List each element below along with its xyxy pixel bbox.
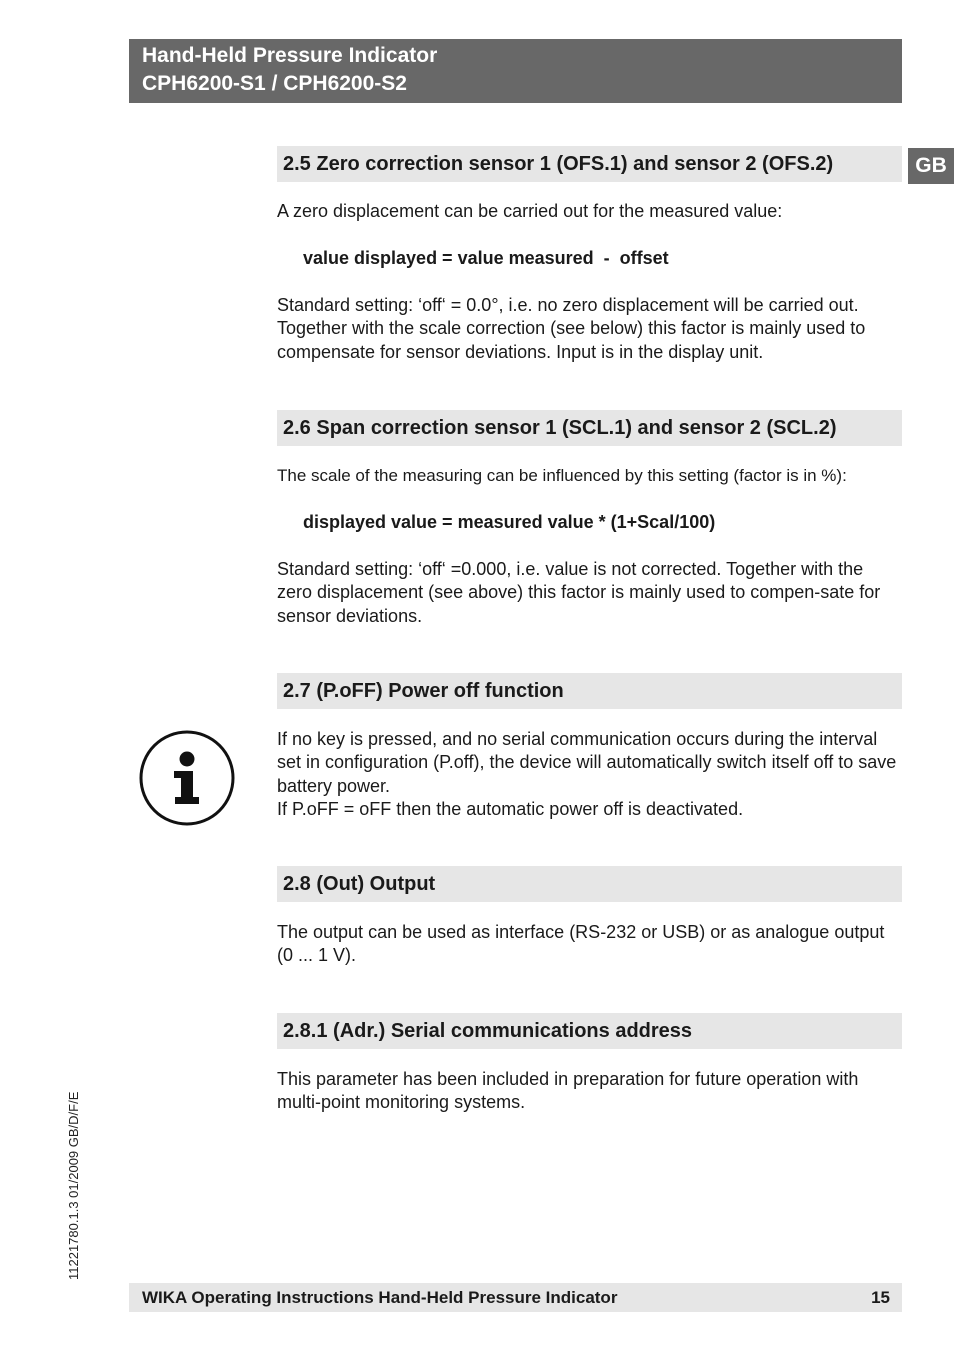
section-2-7-note: If P.oFF = oFF then the automatic power off is deactivated. [277,799,744,819]
section-2-8-body: The output can be used as interface (RS-232 or USB) or as analogue output (0 ... 1 V). [277,922,885,966]
document-code: 11221780.1.3 01/2009 GB/D/F/E [66,1091,81,1280]
section-2-5-intro: A zero displacement can be carried out for the measured value: [277,201,783,221]
page-footer [129,1283,902,1312]
section-2-7-body: If no key is pressed, and no serial communication occurs during the interval set in configuration (P.off), the device will automatically switch itself off to save battery power. [277,729,897,796]
section-heading-2-6: 2.6 Span correction sensor 1 (SCL.1) and sensor 2 (SCL.2) [277,410,902,446]
section-2-5-formula: value displayed = value measured - offset [303,248,669,268]
section-2-5-body: Standard setting: ‘off‘ = 0.0°, i.e. no zero displacement will be carried out. Together with the scale correction (see below) this factor is mainly used to compensate for sensor deviations. Input is in the display unit. [277,295,866,362]
section-heading-2-8: 2.8 (Out) Output [277,866,902,902]
page-header [129,39,902,103]
section-heading-2-8-1: 2.8.1 (Adr.) Serial communications address [277,1013,902,1049]
language-tab: GB [908,148,954,184]
section-heading-2-5: 2.5 Zero correction sensor 1 (OFS.1) and sensor 2 (OFS.2) [277,146,902,182]
section-heading-2-7: 2.7 (P.oFF) Power off function [277,673,902,709]
info-icon [138,729,236,827]
page-number: 15 [871,1287,890,1307]
header-title: Hand-Held Pressure Indicator [142,44,438,67]
section-2-6-body: Standard setting: ‘off‘ =0.000, i.e. value is not corrected. Together with the zero displacement (see above) this factor is mainly used to compen-sate for sensor deviations. [277,559,881,626]
section-2-6-formula: displayed value = measured value * (1+Scal/100) [303,512,716,532]
footer-title: WIKA Operating Instructions Hand-Held Pressure Indicator [142,1287,618,1307]
section-2-8-1-body: This parameter has been included in preparation for future operation with multi-point monitoring systems. [277,1069,859,1113]
section-2-6-intro: The scale of the measuring can be influenced by this setting (factor is in %): [277,466,847,485]
header-model: CPH6200-S1 / CPH6200-S2 [142,72,407,95]
